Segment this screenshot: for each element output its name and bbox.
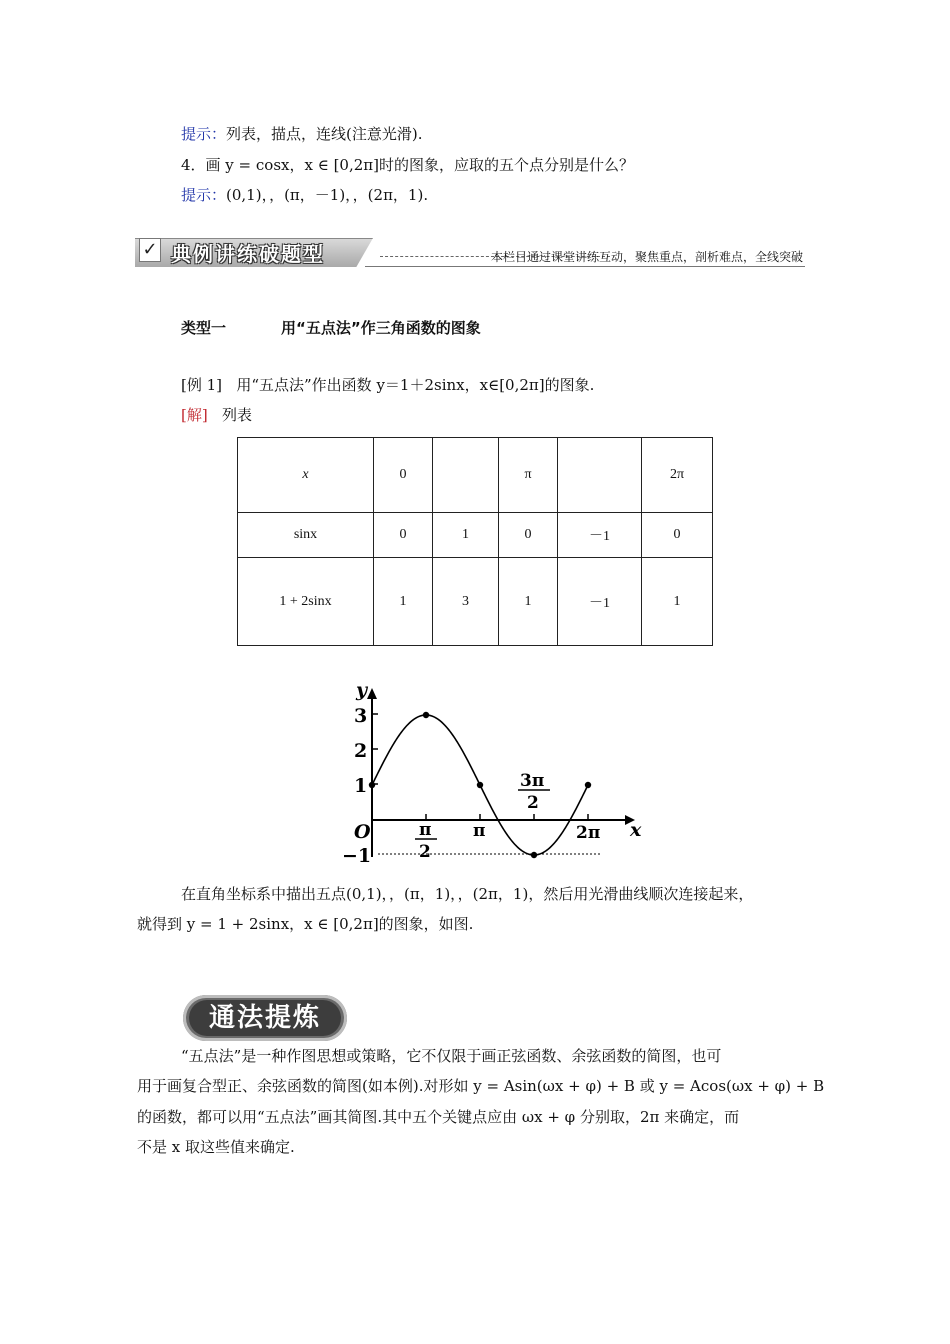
method-line-1: “五点法”是一种作图思想或策略，它不仅限于画正弦函数、余弦函数的简图，也可 (181, 1047, 722, 1065)
hint-text: 列表，描点，连线(注意光滑). (226, 125, 423, 143)
table-cell: 1 (499, 558, 558, 646)
y-tick-label: −1 (342, 845, 372, 867)
table-cell (433, 438, 499, 513)
method-line-3: 的函数，都可以用“五点法”画其简图.其中五个关键点应由 ωx + φ 分别取，2π 来确定，而 (137, 1108, 740, 1126)
x-tick-label-half-pi-den: 2 (419, 842, 431, 862)
banner-title: 典例讲练破题型 (171, 242, 325, 266)
y-axis-label: y (356, 679, 368, 701)
table-cell: 2π (642, 438, 713, 513)
hint-line-2 (181, 185, 428, 205)
banner-rule (365, 266, 805, 267)
table-cell: x (238, 438, 374, 513)
method-line-2: 用于画复合型正、余弦函数的简图(如本例).对形如 y = Asin(ωx + φ) + B 或 y = Acos(ωx + φ) + B (137, 1077, 825, 1095)
hint-text: (0,1)，，(π，－1)，，(2π，1). (226, 186, 429, 204)
banner-note: 本栏目通过课堂讲练互动，聚焦重点，剖析难点，全线突破 (490, 250, 803, 264)
table-cell: 0 (642, 513, 713, 558)
solution-text: 列表 (222, 406, 253, 424)
y-tick-label: 2 (354, 740, 368, 762)
table-cell: 1 (433, 513, 499, 558)
y-axis-arrow (367, 688, 377, 699)
key-point (531, 852, 537, 858)
table-cell: 1 (374, 558, 433, 646)
example-text: 用“五点法”作出函数 y＝1＋2sinx，x∈[0,2π]的图象. (236, 376, 595, 394)
conclusion-line-1: 在直角坐标系中描出五点(0,1)，，(π，1)，，(2π，1)，然后用光滑曲线顺次连接起来， (181, 885, 754, 903)
section-banner (135, 236, 805, 270)
x-tick-label-three-half-num: 3π (520, 771, 545, 791)
solution-line (181, 405, 252, 425)
method-line-4: 不是 x 取这些值来确定. (137, 1138, 295, 1156)
table-row (238, 438, 713, 513)
x-tick-label-three-half-den: 2 (527, 793, 539, 813)
method-badge (183, 995, 347, 1041)
value-table (237, 437, 713, 646)
table-row (238, 558, 713, 646)
x-tick-label-half-pi-num: π (419, 820, 432, 840)
table-cell: －1 (558, 513, 642, 558)
y-tick-label: 3 (354, 705, 368, 727)
table-cell: 3 (433, 558, 499, 646)
type-label: 类型一 (181, 319, 227, 337)
origin-label: O (354, 821, 371, 843)
type-title: 用“五点法”作三角函数的图象 (281, 319, 481, 337)
x-tick-label-two-pi: 2π (576, 823, 601, 843)
solution-tag: [解] (181, 406, 208, 424)
key-point (477, 782, 483, 788)
example-tag: [例 1] (181, 376, 223, 394)
sine-graph (330, 672, 660, 872)
table-cell: －1 (558, 558, 642, 646)
x-axis-label: x (630, 819, 642, 841)
example-1 (181, 375, 594, 395)
table-cell: 0 (499, 513, 558, 558)
table-row (238, 513, 713, 558)
check-icon: ✓ (139, 238, 161, 262)
method-badge-label: 通法提炼 (189, 1000, 341, 1036)
table-cell: 0 (374, 513, 433, 558)
key-point (369, 782, 375, 788)
table-cell: π (499, 438, 558, 513)
hint-line-1 (181, 124, 423, 144)
key-point (423, 712, 429, 718)
table-cell: 1 + 2sinx (238, 558, 374, 646)
table-cell: 0 (374, 438, 433, 513)
table-cell: sinx (238, 513, 374, 558)
conclusion-line-2: 就得到 y = 1 + 2sinx，x ∈ [0,2π]的图象，如图. (137, 915, 474, 933)
table-cell: 1 (642, 558, 713, 646)
table-cell (558, 438, 642, 513)
x-tick-label-pi: π (473, 821, 486, 841)
key-point (585, 782, 591, 788)
hint-label: 提示： (181, 125, 227, 143)
question-4: 4．画 y = cosx，x ∈ [0,2π]时的图象，应取的五个点分别是什么？ (181, 156, 634, 174)
hint-label: 提示： (181, 186, 227, 204)
y-tick-label: 1 (354, 775, 368, 797)
